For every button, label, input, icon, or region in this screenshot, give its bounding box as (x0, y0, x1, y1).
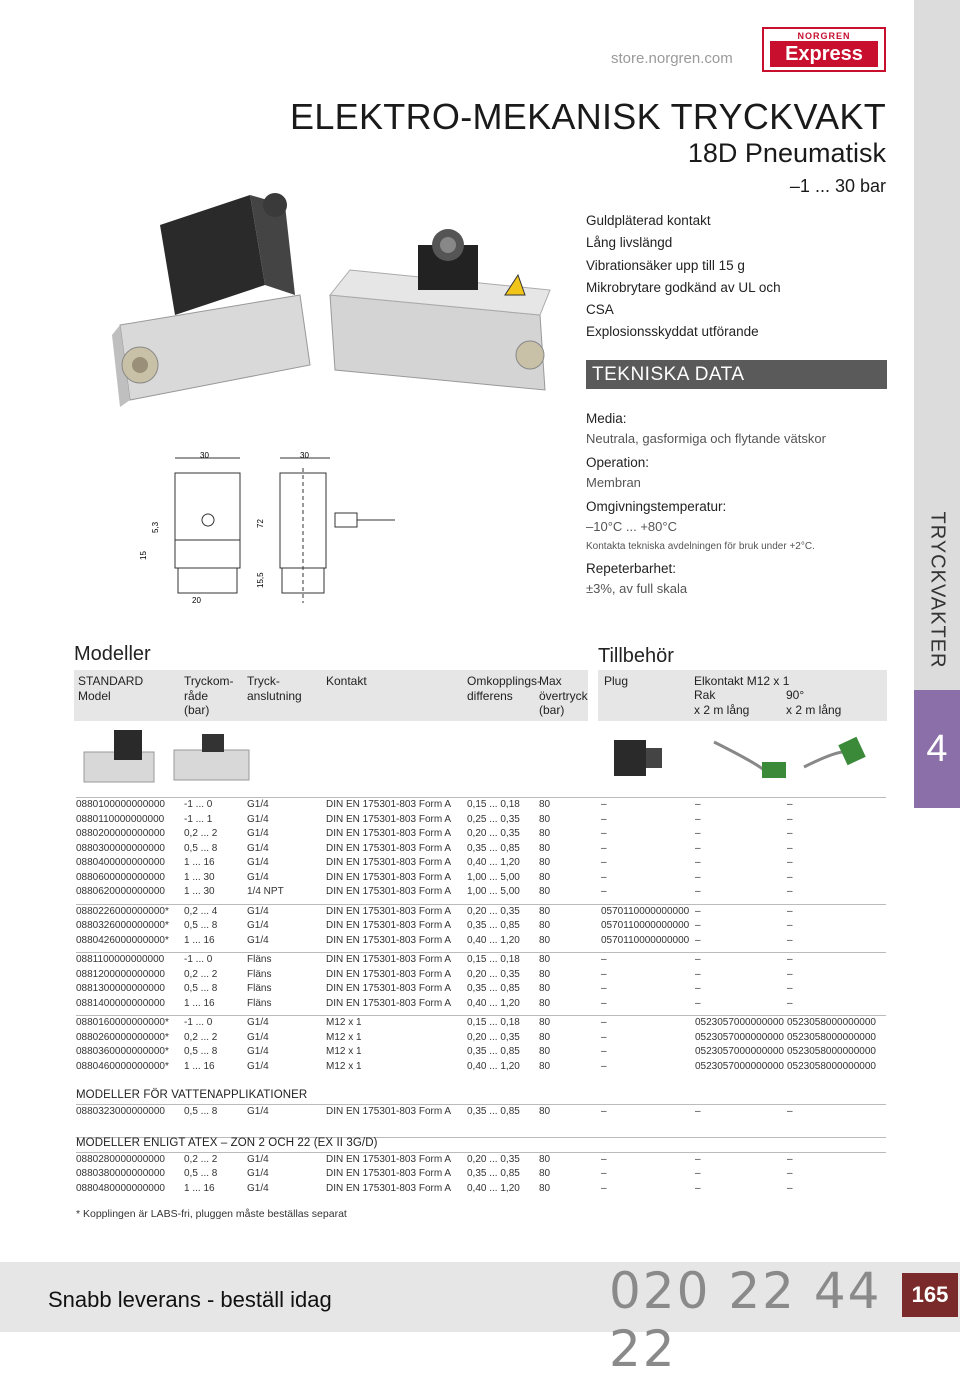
table-row (76, 918, 888, 932)
table-row (76, 1152, 888, 1166)
table-cell: 0523058000000000 (787, 1017, 876, 1028)
logo-brand: NORGREN (797, 31, 851, 41)
col-plug: Plug (604, 674, 629, 688)
table-row (76, 812, 888, 826)
table-cell: 1,00 ... 5,00 (467, 886, 520, 897)
table-cell: – (601, 828, 607, 839)
table-cell: 0,35 ... 0,85 (467, 1168, 520, 1179)
table-cell: 0880280000000000 (76, 1153, 165, 1165)
table-cell: – (601, 954, 607, 965)
table-cell: 0,5 ... 8 (184, 842, 218, 854)
col-elkontakt: Elkontakt M12 x 1 (694, 674, 790, 688)
table-cell: DIN EN 175301-803 Form A (326, 828, 452, 839)
table-cell: G1/4 (247, 857, 269, 868)
footer-slogan: Snabb leverans - beställ idag (48, 1287, 332, 1312)
thumb-straight-cable (714, 742, 786, 778)
table-cell: – (695, 905, 701, 917)
table-cell: Fläns (247, 983, 272, 994)
table-row (76, 904, 888, 918)
table-cell: – (695, 886, 701, 897)
table-cell: 0880400000000000 (76, 857, 165, 868)
feature-item: Vibrationsäker upp till 15 g (586, 257, 745, 273)
table-cell: – (787, 905, 793, 917)
col-straight: Rak x 2 m lång (694, 688, 750, 717)
table-cell: M12 x 1 (326, 1060, 362, 1072)
table-cell: – (601, 813, 607, 825)
table-cell: – (787, 997, 793, 1009)
table-cell: – (787, 857, 793, 868)
table-cell: 0880600000000000 (76, 871, 165, 883)
table-cell: 0880226000000000* (76, 905, 169, 917)
table-cell: 0,35 ... 0,85 (467, 983, 520, 994)
table-cell: 0881100000000000 (76, 954, 165, 965)
table-cell: 80 (539, 920, 551, 931)
table-cell: – (695, 954, 701, 965)
feature-item: Explosionsskyddat utförande (586, 324, 759, 340)
table-cell: – (695, 813, 701, 825)
table-row (76, 1015, 888, 1029)
table-cell: – (601, 1060, 607, 1072)
table-cell: 0880426000000000* (76, 934, 169, 946)
table-cell: G1/4 (247, 1182, 269, 1194)
table-cell: DIN EN 175301-803 Form A (326, 1182, 452, 1194)
table-cell: G1/4 (247, 905, 269, 917)
feature-item: Lång livslängd (586, 235, 673, 251)
table-cell: – (787, 934, 793, 946)
thumb-plug (614, 740, 662, 776)
table-cell: – (695, 920, 701, 931)
section-heading: MODELLER FÖR VATTENAPPLIKATIONER (76, 1089, 308, 1101)
table-cell: 0,40 ... 1,20 (467, 1182, 520, 1194)
table-row (76, 952, 888, 966)
table-cell: DIN EN 175301-803 Form A (326, 983, 452, 994)
table-cell: 1 ... 16 (184, 1060, 215, 1072)
feature-item: CSA (586, 302, 614, 318)
table-cell: M12 x 1 (326, 1046, 362, 1057)
table-cell: 0,5 ... 8 (184, 1106, 218, 1117)
table-cell: – (787, 886, 793, 897)
table-cell: 80 (539, 886, 551, 897)
table-cell: 1/4 NPT (247, 886, 284, 897)
feature-item: Mikrobrytare godkänd av UL och (586, 279, 781, 295)
table-cell: – (695, 1153, 701, 1165)
table-cell: – (787, 968, 793, 980)
dim-15: 15 (139, 551, 148, 560)
table-cell: 80 (539, 954, 551, 965)
table-cell: 0570110000000000 (601, 920, 690, 931)
table-cell: 0,35 ... 0,85 (467, 1106, 520, 1117)
table-cell: 0,40 ... 1,20 (467, 997, 520, 1009)
table-cell: – (787, 1182, 793, 1194)
table-cell: 0,2 ... 2 (184, 968, 218, 980)
table-cell: 80 (539, 1106, 551, 1117)
table-cell: 0,35 ... 0,85 (467, 1046, 520, 1057)
table-cell: – (695, 1182, 701, 1194)
table-cell: 0880160000000000* (76, 1017, 169, 1028)
feature-item: Guldpläterad kontakt (586, 213, 711, 228)
table-cell: 0523057000000000 (695, 1031, 784, 1043)
thumb-din-switch (84, 730, 154, 782)
table-cell: 0523058000000000 (787, 1046, 876, 1057)
table-cell: -1 ... 0 (184, 1017, 213, 1028)
table-cell: 0,2 ... 4 (184, 905, 218, 917)
table-row (76, 1030, 888, 1044)
table-cell: DIN EN 175301-803 Form A (326, 842, 452, 854)
table-cell: 0,2 ... 2 (184, 1153, 218, 1165)
table-cell: – (787, 1153, 793, 1165)
table-cell: DIN EN 175301-803 Form A (326, 871, 452, 883)
side-tab-label: TRYCKVAKTER (926, 511, 949, 669)
table-cell: 0,2 ... 2 (184, 1031, 218, 1043)
table-cell: G1/4 (247, 871, 269, 883)
table-cell: 0,20 ... 0,35 (467, 828, 520, 839)
table-cell: – (787, 799, 793, 810)
media-label: Media: (586, 411, 627, 426)
table-row (76, 855, 888, 869)
table-cell: 1,00 ... 5,00 (467, 871, 520, 883)
table-cell: 0880260000000000* (76, 1031, 169, 1043)
temp-value: –10°C ... +80°C (586, 519, 677, 534)
dim-5-3: 5,3 (151, 521, 160, 533)
modeller-heading: Modeller (74, 643, 151, 665)
page-title: ELEKTRO-MEKANISK TRYCKVAKT (290, 96, 886, 137)
table-cell: G1/4 (247, 1106, 269, 1117)
table-cell: – (787, 842, 793, 854)
table-cell: 80 (539, 813, 551, 825)
table-cell: 80 (539, 905, 551, 917)
table-cell: 0,35 ... 0,85 (467, 842, 520, 854)
table-cell: – (695, 968, 701, 980)
table-cell: 80 (539, 842, 551, 854)
table-cell: – (601, 983, 607, 994)
operation-label: Operation: (586, 455, 650, 470)
table-cell: – (601, 1031, 607, 1043)
table-row (76, 841, 888, 855)
table-cell: DIN EN 175301-803 Form A (326, 813, 452, 825)
table-cell: 0880480000000000 (76, 1182, 165, 1194)
table-cell: DIN EN 175301-803 Form A (326, 997, 452, 1009)
table-row (76, 797, 888, 811)
table-cell: 80 (539, 1168, 551, 1179)
col-90deg: 90° x 2 m lång (786, 688, 842, 717)
table-cell: 1 ... 16 (184, 934, 215, 946)
table-cell: 80 (539, 1017, 551, 1028)
table-cell: 80 (539, 1060, 551, 1072)
table-row (76, 933, 888, 947)
table-row (76, 1166, 888, 1180)
table-cell: DIN EN 175301-803 Form A (326, 968, 452, 980)
table-cell: 0,15 ... 0,18 (467, 1017, 520, 1028)
table-cell: 0,5 ... 8 (184, 1168, 218, 1179)
table-cell: – (601, 1046, 607, 1057)
table-cell: 0523058000000000 (787, 1060, 876, 1072)
table-row (76, 967, 888, 981)
table-cell: – (695, 871, 701, 883)
table-cell: – (695, 799, 701, 810)
table-cell: – (601, 1153, 607, 1165)
table-cell: G1/4 (247, 1153, 269, 1165)
table-row (76, 826, 888, 840)
table-cell: 80 (539, 828, 551, 839)
table-cell: 0,5 ... 8 (184, 920, 218, 931)
table-cell: – (787, 1106, 793, 1117)
table-cell: Fläns (247, 968, 272, 980)
table-cell: 80 (539, 997, 551, 1009)
tech-data-heading: TEKNISKA DATA (586, 360, 887, 389)
table-cell: 0880360000000000* (76, 1046, 169, 1057)
table-cell: 0,40 ... 1,20 (467, 857, 520, 868)
table-cell: 80 (539, 968, 551, 980)
dim-15-5: 15,5 (256, 572, 265, 588)
table-cell: – (695, 983, 701, 994)
table-cell: 0,25 ... 0,35 (467, 813, 520, 825)
table-cell: – (787, 813, 793, 825)
table-cell: 0880326000000000* (76, 920, 169, 931)
table-cell: – (601, 799, 607, 810)
table-cell: 80 (539, 1153, 551, 1165)
model-table (76, 797, 888, 1217)
dim-30-right: 30 (300, 451, 309, 460)
thumb-angled-cable (804, 737, 866, 767)
page-subtitle: 18D Pneumatisk (687, 138, 886, 168)
table-cell: – (787, 1168, 793, 1179)
table-cell: DIN EN 175301-803 Form A (326, 954, 452, 965)
media-value: Neutrala, gasformiga och flytande vätskor (586, 431, 826, 446)
table-cell: 1 ... 16 (184, 997, 215, 1009)
table-cell: 80 (539, 1182, 551, 1194)
table-cell: DIN EN 175301-803 Form A (326, 1153, 452, 1165)
table-cell: M12 x 1 (326, 1031, 362, 1043)
table-cell: – (695, 1168, 701, 1179)
footnote: * Kopplingen är LABS-fri, pluggen måste beställas separat (76, 1208, 347, 1220)
logo-express: Express (770, 41, 878, 67)
table-row (76, 1044, 888, 1058)
table-cell: – (695, 842, 701, 854)
table-cell: G1/4 (247, 1046, 269, 1057)
table-cell: 0880110000000000 (76, 813, 165, 825)
table-cell: 80 (539, 799, 551, 810)
table-row (76, 870, 888, 884)
table-row (76, 1104, 888, 1118)
table-cell: 0523058000000000 (787, 1031, 876, 1043)
dim-20: 20 (192, 596, 201, 605)
table-cell: – (601, 1017, 607, 1028)
table-cell: – (787, 871, 793, 883)
table-cell: – (601, 886, 607, 897)
table-cell: -1 ... 0 (184, 799, 213, 810)
table-cell: G1/4 (247, 813, 269, 825)
product-photo (100, 175, 560, 445)
table-cell: 0,20 ... 0,35 (467, 968, 520, 980)
table-cell: 0,20 ... 0,35 (467, 905, 520, 917)
table-cell: – (601, 997, 607, 1009)
table-cell: 0,20 ... 0,35 (467, 1153, 520, 1165)
table-cell: DIN EN 175301-803 Form A (326, 886, 452, 897)
table-cell: 0881200000000000 (76, 968, 165, 980)
table-cell: M12 x 1 (326, 1017, 362, 1028)
col-contact: Kontakt (326, 674, 367, 688)
table-cell: 1 ... 30 (184, 871, 215, 883)
table-cell: 0881400000000000 (76, 997, 165, 1009)
table-cell: 0570110000000000 (601, 934, 690, 946)
operation-value: Membran (586, 475, 641, 490)
table-cell: G1/4 (247, 1168, 269, 1179)
table-cell: G1/4 (247, 934, 269, 946)
table-cell: DIN EN 175301-803 Form A (326, 799, 452, 810)
page-number: 165 (902, 1273, 958, 1317)
table-cell: 0880200000000000 (76, 828, 165, 839)
table-cell: – (601, 842, 607, 854)
temp-note: Kontakta tekniska avdelningen för bruk under +2°C. (586, 541, 815, 552)
col-overpressure: Max övertryck (bar) (539, 674, 588, 717)
thumbnail-row (74, 722, 894, 794)
col-differential: Omkopplings- differens (467, 674, 542, 703)
section-heading: MODELLER ENLIGT ATEX – ZON 2 OCH 22 (EX II 3G/D) (76, 1136, 378, 1149)
table-cell: 1 ... 16 (184, 1182, 215, 1194)
table-cell: 0880460000000000* (76, 1060, 169, 1072)
table-cell: G1/4 (247, 1017, 269, 1028)
feature-list (586, 210, 781, 344)
table-cell: G1/4 (247, 828, 269, 839)
col-connection: Tryck- anslutning (247, 674, 302, 703)
table-cell: 0880300000000000 (76, 842, 165, 854)
table-cell: 0,15 ... 0,18 (467, 954, 520, 965)
table-cell: – (601, 968, 607, 980)
thumb-m12-switch (174, 734, 249, 780)
table-cell: – (787, 954, 793, 965)
table-cell: Fläns (247, 997, 272, 1009)
table-cell: G1/4 (247, 799, 269, 810)
table-cell: DIN EN 175301-803 Form A (326, 857, 452, 868)
table-cell: – (601, 1182, 607, 1194)
table-cell: – (695, 997, 701, 1009)
table-cell: – (601, 1168, 607, 1179)
dim-30-left: 30 (200, 451, 209, 460)
table-cell: 1 ... 30 (184, 886, 215, 897)
table-cell: – (601, 1106, 607, 1117)
table-cell: -1 ... 0 (184, 954, 213, 965)
table-cell: DIN EN 175301-803 Form A (326, 905, 452, 917)
tech-data (586, 402, 906, 596)
table-cell: 0880323000000000 (76, 1106, 165, 1117)
phone-number[interactable]: 020 22 44 22 (609, 1262, 882, 1378)
table-cell: 80 (539, 983, 551, 994)
repeat-label: Repeterbarhet: (586, 561, 677, 576)
table-cell: 0,40 ... 1,20 (467, 1060, 520, 1072)
table-cell: 80 (539, 1031, 551, 1043)
table-cell: – (787, 983, 793, 994)
table-cell: – (601, 871, 607, 883)
table-cell: – (695, 828, 701, 839)
dim-72: 72 (256, 519, 265, 528)
table-cell: 0,15 ... 0,18 (467, 799, 520, 810)
table-cell: – (695, 934, 701, 946)
table-cell: – (695, 1106, 701, 1117)
table-cell: 0880100000000000 (76, 799, 165, 810)
table-cell: 0,20 ... 0,35 (467, 1031, 520, 1043)
table-cell: G1/4 (247, 920, 269, 931)
table-cell: G1/4 (247, 842, 269, 854)
table-cell: DIN EN 175301-803 Form A (326, 934, 452, 946)
table-cell: 0,2 ... 2 (184, 828, 218, 839)
table-cell: G1/4 (247, 1060, 269, 1072)
table-cell: 80 (539, 857, 551, 868)
table-cell: – (787, 920, 793, 931)
table-cell: 0523057000000000 (695, 1046, 784, 1057)
table-cell: 0,5 ... 8 (184, 983, 218, 994)
col-model: STANDARD Model (78, 674, 144, 703)
norgren-express-logo (762, 27, 886, 72)
table-cell: 80 (539, 871, 551, 883)
table-cell: 0523057000000000 (695, 1017, 784, 1028)
table-cell: – (601, 857, 607, 868)
table-cell: 0570110000000000 (601, 905, 690, 917)
table-cell: 0881300000000000 (76, 983, 165, 994)
table-cell: Fläns (247, 954, 272, 965)
chapter-number: 4 (914, 690, 960, 808)
table-cell: 1 ... 16 (184, 857, 215, 868)
table-cell: 0880620000000000 (76, 886, 165, 897)
table-cell: 0,40 ... 1,20 (467, 934, 520, 946)
pressure-range: –1 ... 30 bar (789, 176, 886, 196)
temp-label: Omgivningstemperatur: (586, 499, 727, 514)
repeat-value: ±3%, av full skala (586, 581, 688, 596)
table-cell: 0523057000000000 (695, 1060, 784, 1072)
table-cell: 0,5 ... 8 (184, 1046, 218, 1057)
table-cell: G1/4 (247, 1031, 269, 1043)
table-row (76, 981, 888, 995)
table-cell: – (787, 828, 793, 839)
table-row (76, 884, 888, 898)
table-cell: DIN EN 175301-803 Form A (326, 920, 452, 931)
store-url[interactable]: store.norgren.com (611, 50, 733, 67)
table-cell: 0880380000000000 (76, 1168, 165, 1179)
tillbehor-heading: Tillbehör (598, 645, 674, 667)
table-row (76, 996, 888, 1010)
table-cell: 80 (539, 1046, 551, 1057)
table-cell: DIN EN 175301-803 Form A (326, 1168, 452, 1179)
table-row (76, 1181, 888, 1195)
table-cell: 0,35 ... 0,85 (467, 920, 520, 931)
table-cell: -1 ... 1 (184, 813, 213, 825)
table-row (76, 1059, 888, 1073)
technical-drawing (130, 448, 420, 613)
table-cell: 80 (539, 934, 551, 946)
table-cell: – (695, 857, 701, 868)
table-cell: DIN EN 175301-803 Form A (326, 1106, 452, 1117)
col-range: Tryckom- råde (bar) (184, 674, 234, 717)
